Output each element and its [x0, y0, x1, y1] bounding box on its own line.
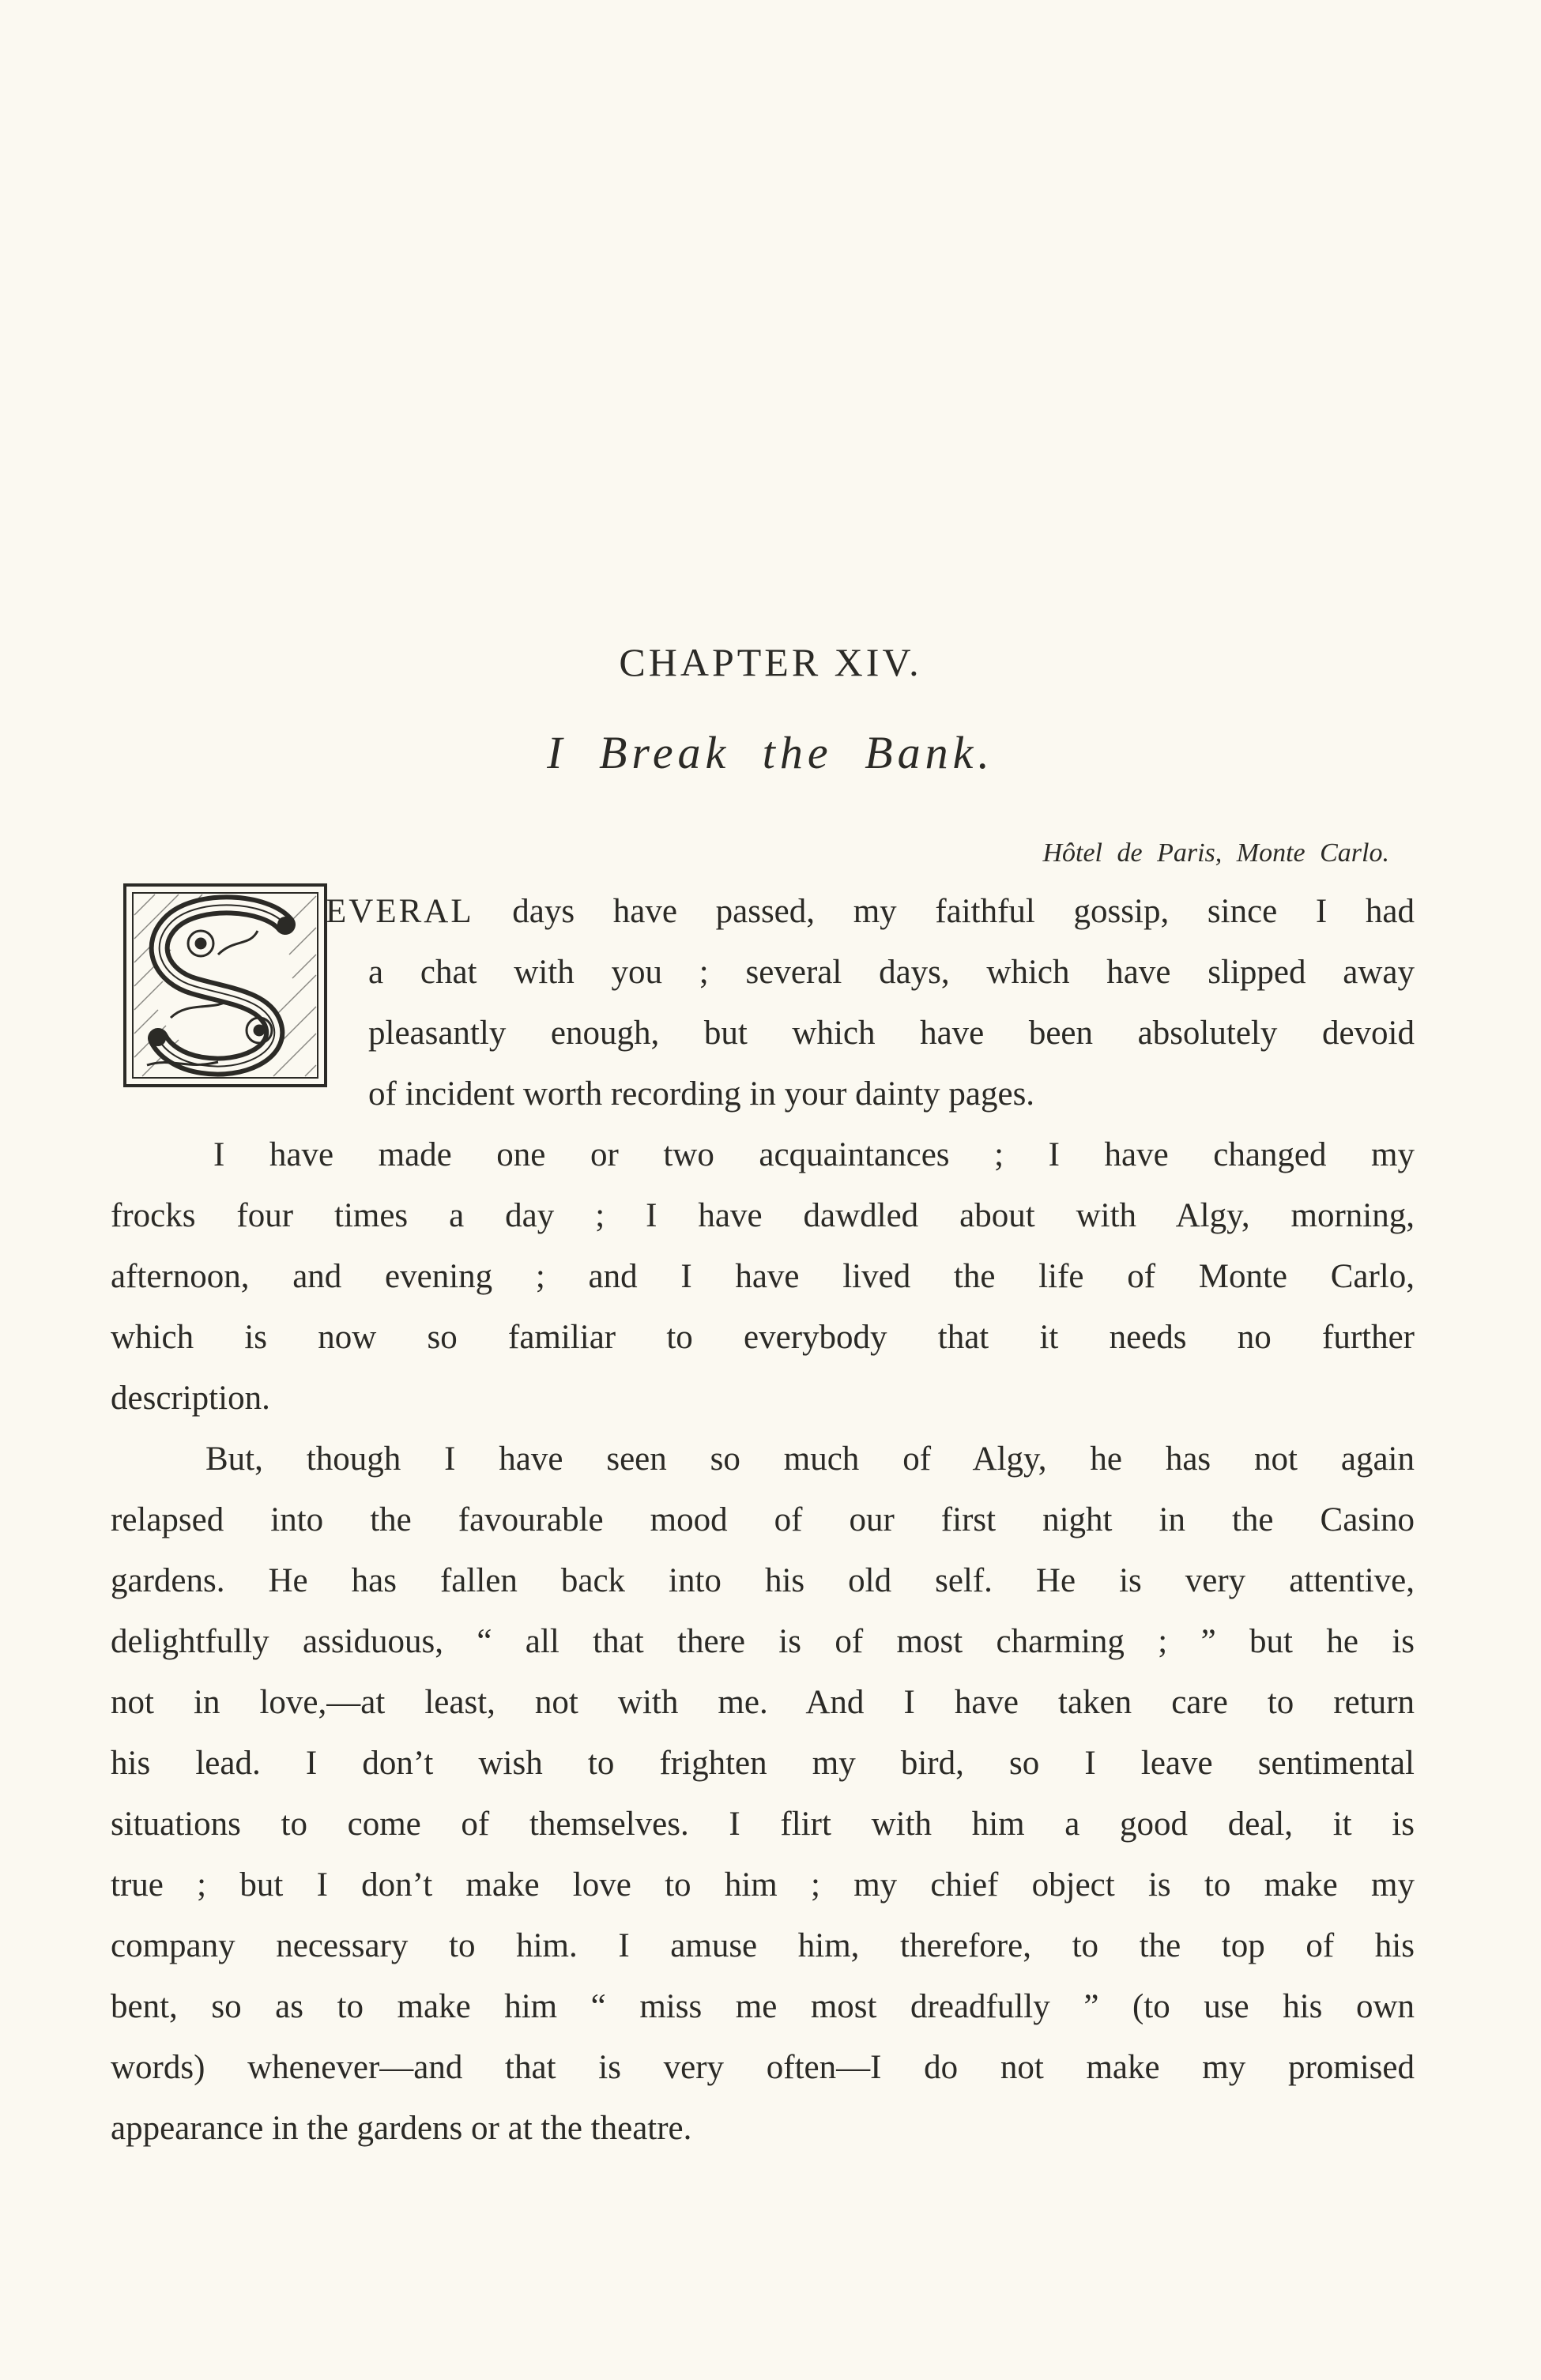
text-line: his lead. I don’t wish to frighten my bird, so I leave sentimental: [111, 1745, 1415, 1782]
text-line: frocks four times a day ; I have dawdled about with Algy, morning,: [111, 1197, 1415, 1234]
paragraph-3: [111, 1429, 1415, 2159]
text-line: relapsed into the favourable mood of our first night in the Casino: [111, 1501, 1415, 1538]
ornamental-drop-cap-s-icon: [123, 883, 327, 1087]
text-line: of incident worth recording in your dainty pages.: [368, 1075, 1035, 1113]
text-line: I have made one or two acquaintances ; I have changed my: [213, 1136, 1415, 1173]
text-line: gardens. He has fallen back into his old self. He is very attentive,: [111, 1562, 1415, 1599]
text-line: company necessary to him. I amuse him, therefore, to the top of his: [111, 1927, 1415, 1964]
text-line: words) whenever—and that is very often—I do not make my promised: [111, 2049, 1415, 2086]
text-line: afternoon, and evening ; and I have lived the life of Monte Carlo,: [111, 1258, 1415, 1295]
text-line: a chat with you ; several days, which have slipped away: [368, 954, 1415, 991]
paragraph-2: [111, 1124, 1415, 1429]
first-word: EVERAL: [326, 893, 474, 930]
text-line: But, though I have seen so much of Algy, he has not again: [205, 1440, 1415, 1478]
text-line: delightfully assiduous, “ all that there is of most charming ; ” but he is: [111, 1623, 1415, 1660]
text-line: bent, so as to make him “ miss me most dreadfully ” (to use his own: [111, 1988, 1415, 2025]
text-line: true ; but I don’t make love to him ; my chief object is to make my: [111, 1866, 1415, 1904]
opening-paragraph: [326, 881, 1415, 1124]
text-line: not in love,—at least, not with me. And I have taken care to return: [111, 1684, 1415, 1721]
text-line: situations to come of themselves. I flirt with him a good deal, it is: [111, 1806, 1415, 1843]
text-line: pleasantly enough, but which have been absolutely devoid: [368, 1015, 1415, 1052]
chapter-title: I Break the Bank.: [547, 727, 994, 778]
text-line: which is now so familiar to everybody that it needs no further: [111, 1319, 1415, 1356]
chapter-heading: CHAPTER XIV.: [619, 640, 922, 684]
text-line: appearance in the gardens or at the theatre.: [111, 2110, 692, 2147]
dateline: Hôtel de Paris, Monte Carlo.: [1042, 838, 1389, 868]
text-line-content: days have passed, my faithful gossip, since I had: [512, 893, 1415, 930]
text-line: [326, 881, 1415, 942]
text-line: description.: [111, 1380, 270, 1417]
